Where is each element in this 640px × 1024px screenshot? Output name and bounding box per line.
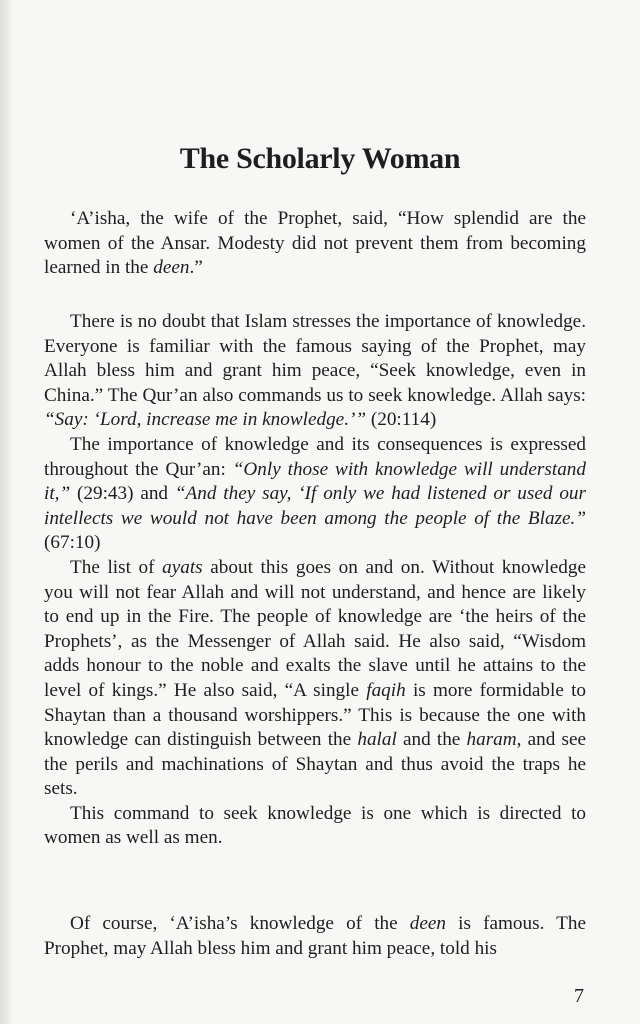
body-block-1 [44, 207, 586, 281]
body-block-2 [44, 310, 586, 851]
paragraph-command-women: This command to seek knowledge is one which is directed to women as well as men. [44, 802, 586, 849]
paragraph-aisha-quote: ‘A’isha, the wife of the Prophet, said, “How splendid are the women of the Ansar. Modesty did not prevent them from becoming learned in the deen.” [44, 208, 586, 279]
paragraph-aisha-knowledge: Of course, ‘A’isha’s knowledge of the deen is famous. The Prophet, may Allah bless him and grant him peace, told his [44, 913, 586, 959]
paragraph-ayats-list: The list of ayats about this goes on and on. Without knowledge you will not fear Allah and will not understand, and hence are likely to end up in the Fire. The people of knowledge are ‘the heirs of the Prophets’, as the Messenger of Allah said. He also said, “Wisdom adds honour to the noble and exalts the slave until he attains to the level of kings.” He also said, “A single faqih is more formidable to Shaytan than a thousand worshippers.” This is because the one with knowledge can distinguish between the halal and the haram, and see the perils and machinations of Shaytan and thus avoid the traps he sets. [44, 556, 587, 800]
paragraph-quran-knowledge: The importance of knowledge and its consequences is expressed throughout the Qur’an: “Only those with knowledge will understand it,” (29:43) and “And they say, ‘If only we had listened or used our intellects we would not have been among the people of the Blaze.” (67:10) [44, 433, 586, 554]
chapter-title: The Scholarly Woman [179, 142, 461, 175]
body-block-3 [44, 912, 586, 961]
paragraph-islam-knowledge: There is no doubt that Islam stresses the importance of knowledge. Everyone is familiar with the famous saying of the Prophet, may Allah bless him and grant him peace, “Seek knowledge, even in China.” The Qur’an also commands us to seek knowledge. Allah says: “Say: ‘Lord, increase me in knowledge.’” (20:114) [44, 311, 586, 431]
page-number: 7 [574, 985, 584, 1007]
